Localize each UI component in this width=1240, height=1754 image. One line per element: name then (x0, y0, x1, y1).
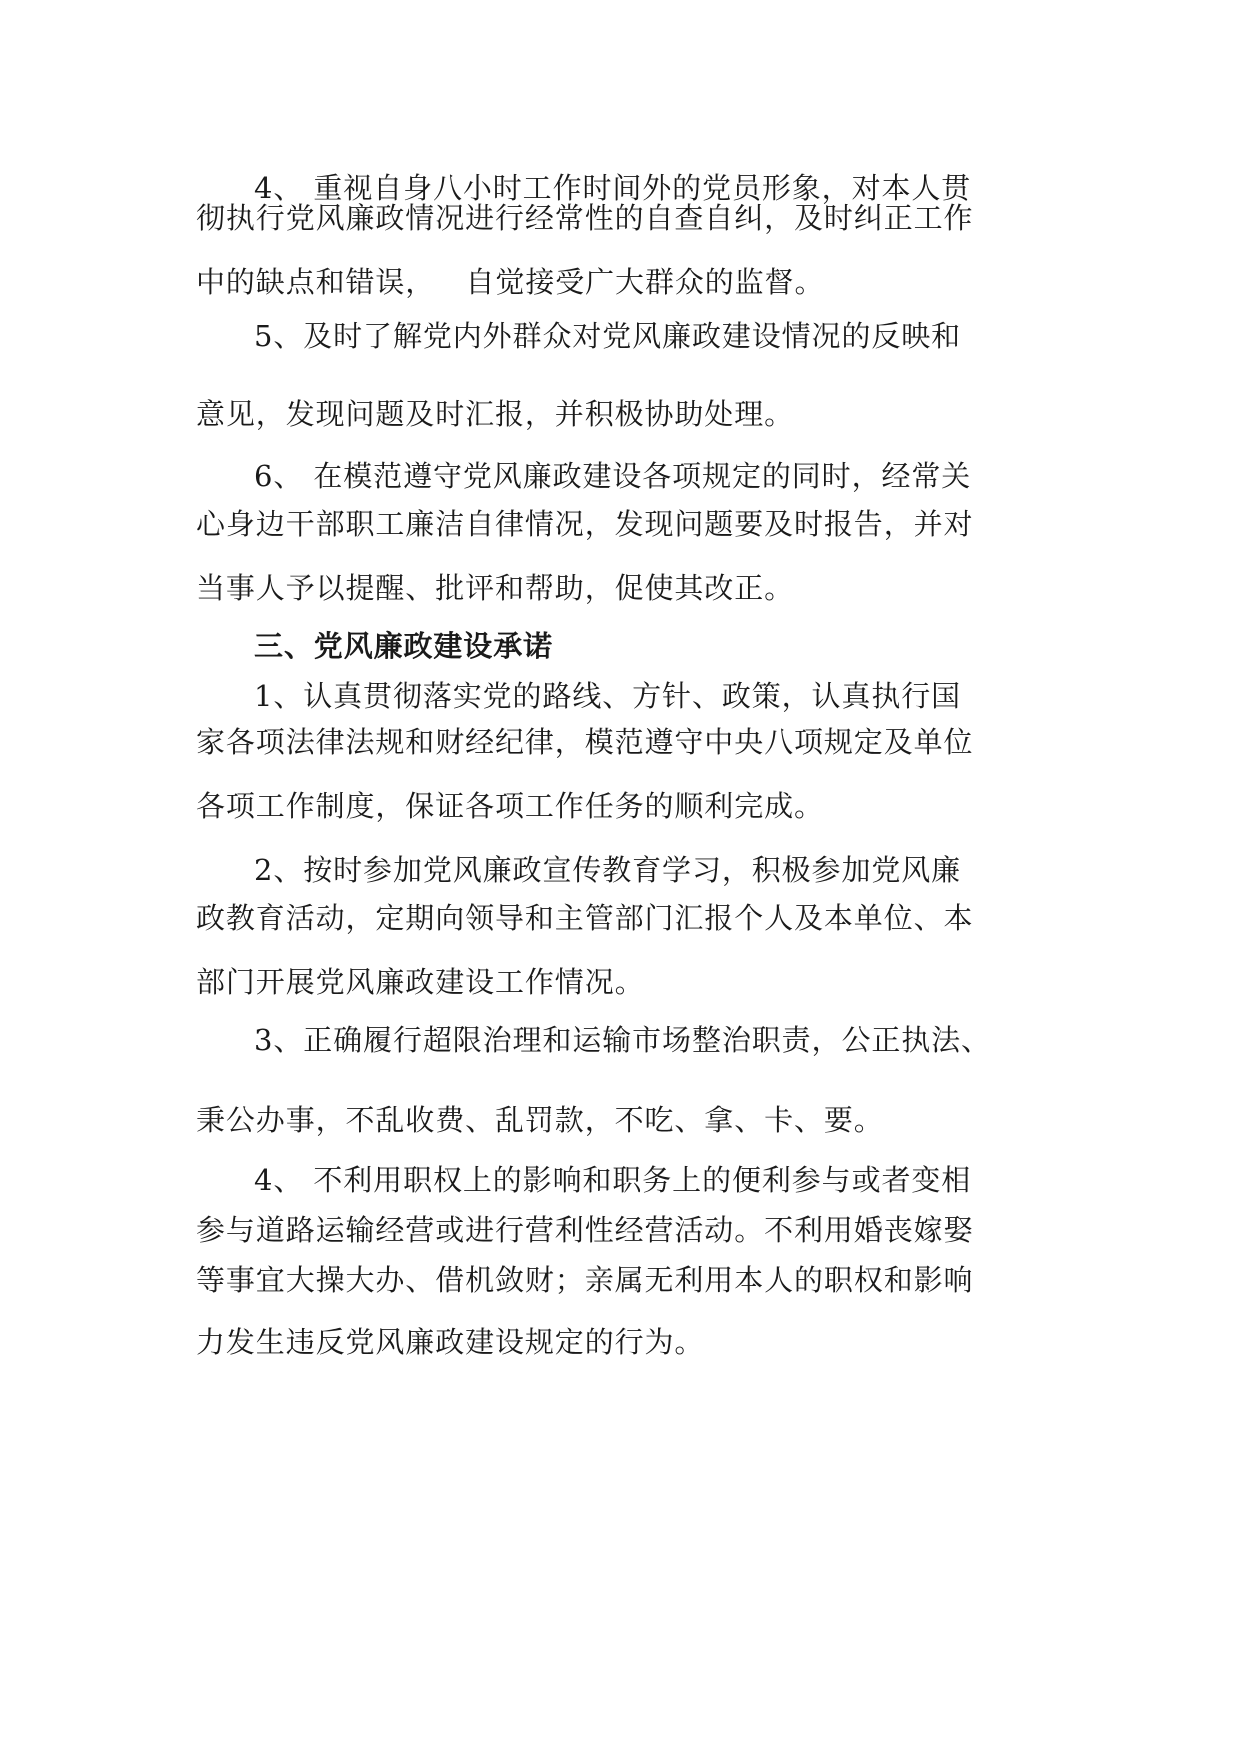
item-6-line-1: 6、 在模范遵守党风廉政建设各项规定的同时，经常关 (254, 459, 972, 493)
pledge-1-line-3: 各项工作制度，保证各项工作任务的顺利完成。 (196, 789, 824, 823)
pledge-2-line-3: 部门开展党风廉政建设工作情况。 (196, 965, 645, 999)
pledge-3-line-2: 秉公办事，不乱收费、乱罚款，不吃、拿、卡、要。 (196, 1103, 884, 1137)
pledge-4-line-4: 力发生违反党风廉政建设规定的行为。 (196, 1325, 705, 1359)
pledge-3-line-1: 3、正确履行超限治理和运输市场整治职责，公正执法、 (254, 1023, 991, 1057)
item-6-line-3: 当事人予以提醒、批评和帮助，促使其改正。 (196, 571, 795, 605)
pledge-1-line-1: 1、认真贯彻落实党的路线、方针、政策，认真执行国 (254, 679, 962, 713)
pledge-4-line-1: 4、 不利用职权上的影响和职务上的便利参与或者变相 (254, 1163, 972, 1197)
pledge-2-line-2: 政教育活动，定期向领导和主管部门汇报个人及本单位、本 (196, 901, 974, 935)
item-6-line-2: 心身边干部职工廉洁自律情况，发现问题要及时报告，并对 (196, 507, 974, 541)
item-4-line-2: 彻执行党风廉政情况进行经常性的自查自纠，及时纠正工作 (196, 201, 974, 235)
item-5-line-1: 5、及时了解党内外群众对党风廉政建设情况的反映和 (254, 319, 962, 353)
pledge-1-line-2: 家各项法律法规和财经纪律，模范遵守中央八项规定及单位 (196, 725, 974, 759)
pledge-4-line-3: 等事宜大操大办、借机敛财；亲属无利用本人的职权和影响 (196, 1263, 974, 1297)
pledge-4-line-2: 参与道路运输经营或进行营利性经营活动。不利用婚丧嫁娶 (196, 1213, 974, 1247)
item-4-line-3: 中的缺点和错误， 自觉接受广大群众的监督。 (196, 265, 825, 299)
item-4-line-1: 4、 重视自身八小时工作时间外的党员形象，对本人贯 (254, 171, 972, 205)
pledge-2-line-1: 2、按时参加党风廉政宣传教育学习，积极参加党风廉 (254, 853, 962, 887)
item-5-line-2: 意见，发现问题及时汇报，并积极协助处理。 (196, 397, 795, 431)
section-heading: 三、党风廉政建设承诺 (254, 629, 554, 663)
